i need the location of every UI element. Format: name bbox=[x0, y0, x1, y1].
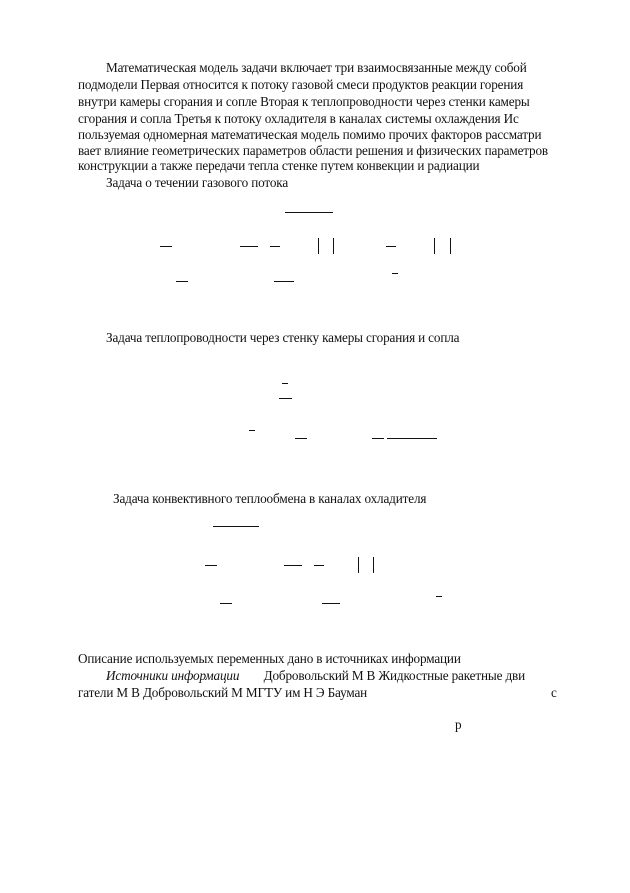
fraction-bar bbox=[387, 438, 437, 439]
minus-sign bbox=[282, 383, 288, 384]
sources-line-2 bbox=[78, 685, 367, 701]
sources-label: Источники информации bbox=[106, 668, 240, 683]
sources-text-2: гатели М В Добровольский М МГТУ им Н Э Бауман bbox=[78, 685, 368, 700]
intro-line-6: вает влияние геометрических параметров области решения и физических параметров bbox=[78, 143, 549, 158]
fraction-bar bbox=[386, 246, 396, 247]
fraction-bar bbox=[295, 438, 307, 439]
section-heading-convection: Задача конвективного теплообмена в каналах охладителя bbox=[113, 491, 427, 506]
fraction-bar bbox=[213, 526, 259, 527]
fraction-bar bbox=[160, 246, 172, 247]
abs-bar bbox=[450, 238, 451, 254]
intro-line-2: подмодели Первая относится к потоку газовой смеси продуктов реакции горения bbox=[78, 77, 524, 92]
fraction-bar bbox=[314, 565, 324, 566]
sources-line-1 bbox=[106, 668, 525, 684]
intro-line-3: внутри камеры сгорания и сопле Вторая к теплопроводности через стенки камеры bbox=[78, 94, 530, 109]
fraction-bar bbox=[176, 281, 188, 282]
minus-sign bbox=[249, 430, 255, 431]
fraction-bar bbox=[220, 603, 232, 604]
minus-sign bbox=[436, 596, 442, 597]
fraction-bar bbox=[284, 565, 302, 566]
abs-bar bbox=[333, 238, 334, 254]
abs-bar bbox=[373, 557, 374, 573]
intro-line-5: пользуемая одномерная математическая модель помимо прочих факторов рассматри bbox=[78, 127, 542, 142]
intro-line-1: Математическая модель задачи включает три взаимосвязанные между собой bbox=[106, 60, 527, 75]
section-heading-conduction: Задача теплопроводности через стенку камеры сгорания и сопла bbox=[106, 330, 460, 345]
fraction-bar bbox=[279, 398, 292, 399]
fraction-bar bbox=[270, 246, 280, 247]
abs-bar bbox=[358, 557, 359, 573]
intro-line-7: конструкции а также передачи тепла стенке путем конвекции и радиации bbox=[78, 158, 480, 173]
fraction-bar bbox=[274, 281, 294, 282]
fraction-bar bbox=[240, 246, 258, 247]
abs-bar bbox=[434, 238, 435, 254]
sources-text-1: Добровольский М В Жидкостные ракетные дви bbox=[263, 668, 526, 683]
variables-note: Описание используемых переменных дано в источниках информации bbox=[78, 651, 461, 666]
abs-bar bbox=[318, 238, 319, 254]
intro-line-4: сгорания и сопла Третья к потоку охладителя в каналах системы охлаждения Ис bbox=[78, 111, 519, 126]
fraction-bar bbox=[285, 212, 333, 213]
section-heading-gas-flow: Задача о течении газового потока bbox=[106, 175, 289, 190]
fraction-bar bbox=[205, 565, 217, 566]
sources-line-2-tail: с bbox=[551, 685, 557, 700]
minus-sign bbox=[392, 273, 398, 274]
fraction-bar bbox=[322, 603, 340, 604]
stray-glyph: р bbox=[455, 717, 462, 732]
fraction-bar bbox=[372, 438, 384, 439]
